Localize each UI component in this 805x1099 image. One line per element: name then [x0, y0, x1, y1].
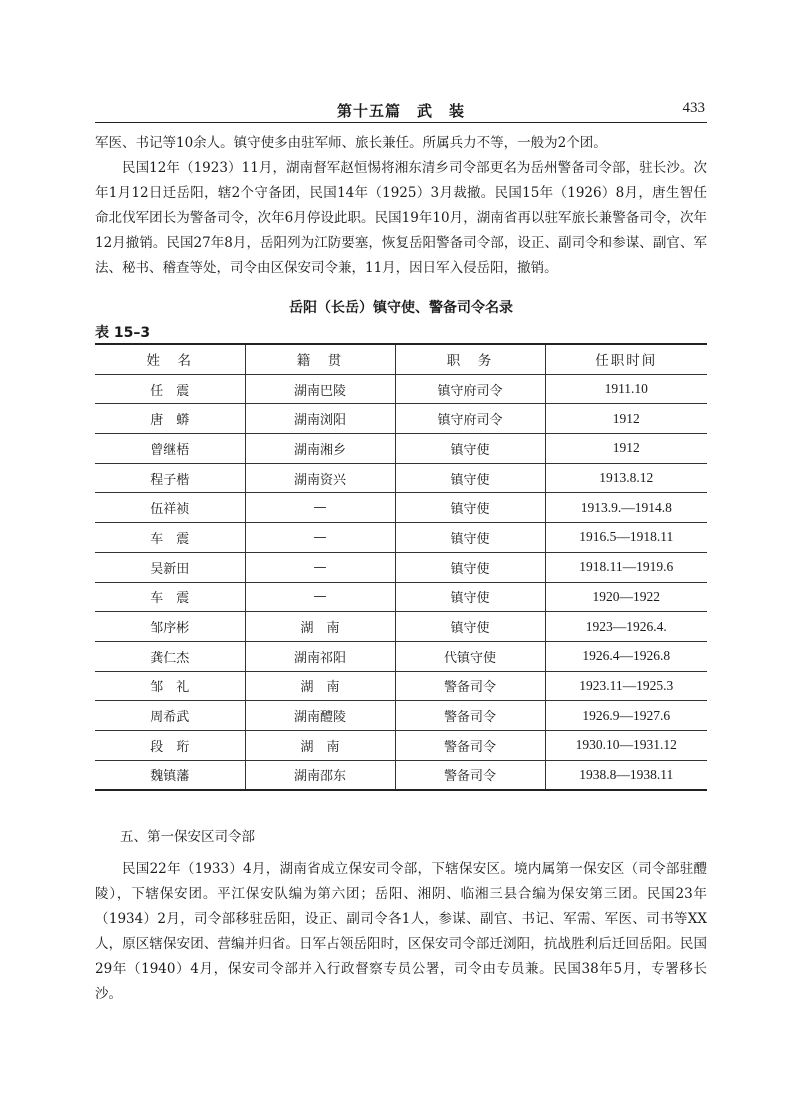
cell-term: 1912 [545, 404, 707, 434]
cell-term: 1913.9.—1914.8 [545, 493, 707, 523]
table-row [95, 404, 707, 434]
intro-text [95, 131, 707, 281]
table-row [95, 434, 707, 464]
table-header-row [95, 344, 707, 374]
cell-term: 1926.4—1926.8 [545, 641, 707, 671]
cell-position: 警备司令 [395, 701, 545, 731]
chapter-title: 第十五篇 武 装 [336, 102, 465, 120]
cell-name: 段 珩 [95, 730, 245, 760]
cell-position: 警备司令 [395, 760, 545, 790]
cell-term: 1923—1926.4. [545, 612, 707, 642]
section-paragraph-1: 民国22年（1933）4月，湖南省成立保安司令部，下辖保安区。境内属第一保安区（司令部驻醴陵），下辖保安团。平江保安队编为第六团；岳阳、湘阴、临湘三县合编为保安第三团。民国23年（1934）2月，司令部移驻岳阳，设正、副司令各1人，参谋、副官、书记、军需、军医、司书等XX人，原区辖保安团、营编并归省。日军占领岳阳时，区保安司令部迁浏阳，抗战胜利后迁回岳阳。民国29年（1940）4月，保安司令部并入行政督察专员公署，司令由专员兼。民国38年5月，专署移长沙。 [95, 861, 707, 1002]
cell-position: 镇守使 [395, 552, 545, 582]
cell-name: 伍祥祯 [95, 493, 245, 523]
cell-name: 车 震 [95, 582, 245, 612]
table-row [95, 552, 707, 582]
table-row [95, 463, 707, 493]
roster-table [95, 343, 707, 791]
cell-origin: 湖 南 [245, 612, 395, 642]
cell-term: 1912 [545, 434, 707, 464]
cell-position: 镇守使 [395, 463, 545, 493]
cell-position: 镇守府司令 [395, 374, 545, 404]
table-row [95, 730, 707, 760]
cell-origin: 湖南资兴 [245, 463, 395, 493]
table-row [95, 374, 707, 404]
cell-position: 警备司令 [395, 730, 545, 760]
cell-origin: 湖 南 [245, 671, 395, 701]
table-row [95, 641, 707, 671]
cell-origin: 湖南祁阳 [245, 641, 395, 671]
cell-name: 曾继梧 [95, 434, 245, 464]
cell-term: 1920—1922 [545, 582, 707, 612]
cell-name: 邹序彬 [95, 612, 245, 642]
intro-paragraph-2: 民国12年（1923）11月，湖南督军赵恒惕将湘东清乡司令部更名为岳州警备司令部，驻长沙。次年1月12日迁岳阳，辖2个守备团，民国14年（1925）3月裁撤。民国15年（1926）8月，唐生智任命北伐军团长为警备司令，次年6月停设此职。民国19年10月，湖南省再以驻军旅长兼警备司令，次年12月撤销。民国27年8月，岳阳列为江防要塞，恢复岳阳警备司令部，设正、副司令和参谋、副官、军法、秘书、稽查等处，司令由区保安司令兼，11月，因日军入侵岳阳，撤销。 [95, 160, 707, 276]
cell-name: 唐 蟒 [95, 404, 245, 434]
cell-position: 镇守使 [395, 612, 545, 642]
table-number: 表 15–3 [95, 325, 151, 341]
cell-origin: 湖南巴陵 [245, 374, 395, 404]
table-row [95, 493, 707, 523]
cell-origin: — [245, 552, 395, 582]
cell-name: 吴新田 [95, 552, 245, 582]
section-text [95, 857, 707, 1007]
cell-origin: 湖 南 [245, 730, 395, 760]
cell-name: 龚仁杰 [95, 641, 245, 671]
cell-origin: 湖南醴陵 [245, 701, 395, 731]
cell-term: 1911.10 [545, 374, 707, 404]
cell-name: 任 震 [95, 374, 245, 404]
cell-position: 代镇守使 [395, 641, 545, 671]
cell-term: 1930.10—1931.12 [545, 730, 707, 760]
header-origin: 籍 贯 [245, 344, 395, 374]
page-header [95, 98, 707, 123]
cell-position: 镇守使 [395, 582, 545, 612]
cell-term: 1918.11—1919.6 [545, 552, 707, 582]
cell-position: 镇守使 [395, 434, 545, 464]
cell-term: 1926.9—1927.6 [545, 701, 707, 731]
table-row [95, 671, 707, 701]
cell-name: 邹 礼 [95, 671, 245, 701]
cell-term: 1913.8.12 [545, 463, 707, 493]
table-row [95, 523, 707, 553]
cell-position: 镇守使 [395, 493, 545, 523]
cell-term: 1938.8—1938.11 [545, 760, 707, 790]
cell-origin: 湖南浏阳 [245, 404, 395, 434]
table-row [95, 760, 707, 790]
cell-term: 1923.11—1925.3 [545, 671, 707, 701]
table-row [95, 701, 707, 731]
table-title: 岳阳（长岳）镇守使、警备司令名录 [289, 300, 513, 316]
cell-origin: — [245, 523, 395, 553]
cell-origin: 湖南邵东 [245, 760, 395, 790]
page-number: 433 [682, 100, 705, 116]
cell-name: 魏镇藩 [95, 760, 245, 790]
cell-position: 镇守府司令 [395, 404, 545, 434]
cell-name: 车 震 [95, 523, 245, 553]
table-row [95, 582, 707, 612]
cell-position: 镇守使 [395, 523, 545, 553]
intro-paragraph-1: 军医、书记等10余人。镇守使多由驻军师、旅长兼任。所属兵力不等，一般为2个团。 [95, 135, 607, 151]
header-name: 姓 名 [95, 344, 245, 374]
section-heading: 五、第一保安区司令部 [120, 829, 255, 845]
cell-term: 1916.5—1918.11 [545, 523, 707, 553]
cell-name: 程子楷 [95, 463, 245, 493]
header-position: 职 务 [395, 344, 545, 374]
cell-origin: — [245, 582, 395, 612]
cell-origin: 湖南湘乡 [245, 434, 395, 464]
cell-position: 警备司令 [395, 671, 545, 701]
cell-origin: — [245, 493, 395, 523]
cell-name: 周希武 [95, 701, 245, 731]
table-row [95, 612, 707, 642]
header-term: 任职时间 [545, 344, 707, 374]
